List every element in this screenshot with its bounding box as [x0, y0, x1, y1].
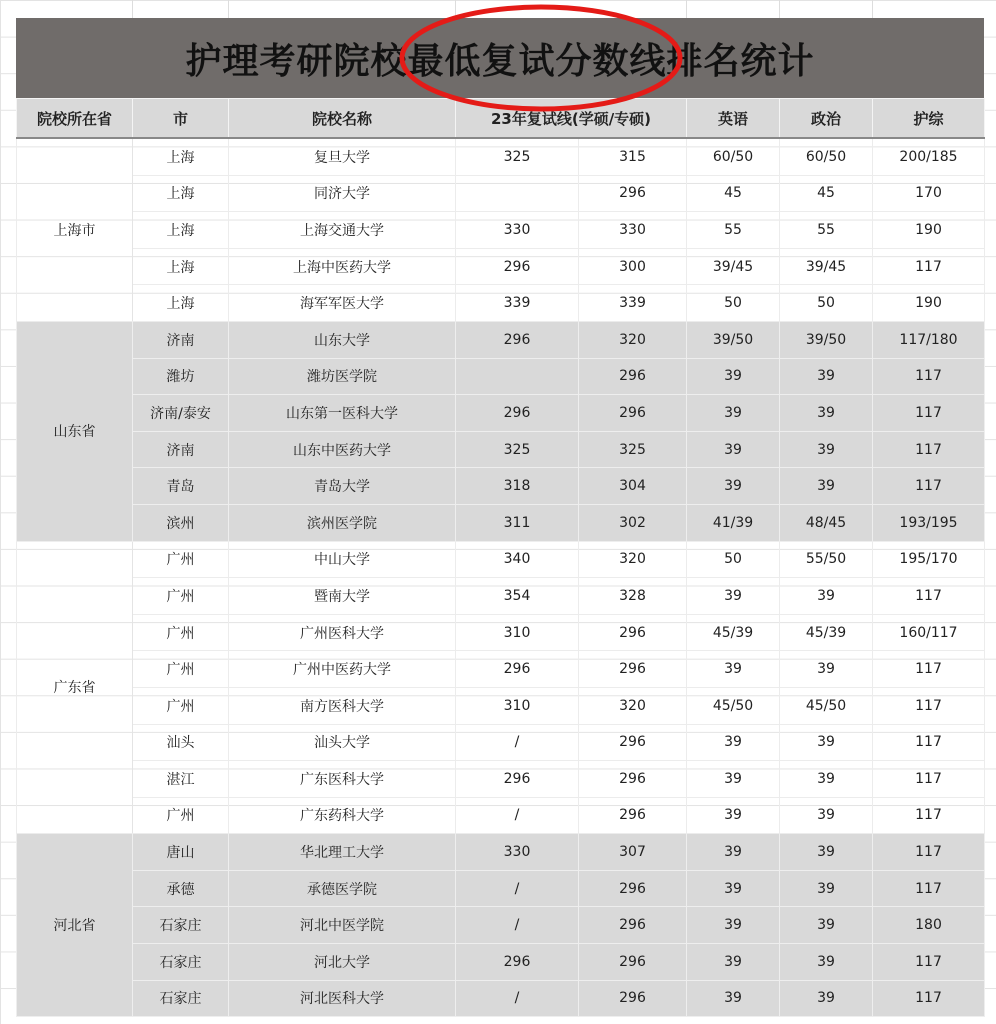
english-cell[interactable]: 60/50	[687, 138, 780, 175]
score-table	[16, 98, 985, 1017]
table-row	[17, 285, 985, 322]
table-row	[17, 761, 985, 798]
province-cell[interactable]: 上海市	[17, 138, 133, 321]
nursing-cell[interactable]: 117	[873, 248, 985, 285]
table-row	[17, 870, 985, 907]
politics-cell[interactable]: 45/39	[780, 614, 873, 651]
score-academic-cell[interactable]: /	[456, 724, 579, 761]
score-professional-cell[interactable]: 296	[579, 944, 687, 981]
politics-cell[interactable]: 39	[780, 724, 873, 761]
gridline	[228, 0, 229, 18]
politics-cell[interactable]: 50	[780, 285, 873, 322]
table-row	[17, 980, 985, 1017]
sheet-title[interactable]: 护理考研院校最低复试分数线排名统计	[16, 18, 984, 98]
table-row	[17, 541, 985, 578]
school-cell[interactable]: 海军军医大学	[229, 285, 456, 322]
school-cell[interactable]: 复旦大学	[229, 138, 456, 175]
school-cell[interactable]: 暨南大学	[229, 578, 456, 615]
score-professional-cell[interactable]: 320	[579, 541, 687, 578]
score-academic-cell[interactable]: /	[456, 797, 579, 834]
header-nursing[interactable]: 护综	[873, 99, 985, 139]
table-row	[17, 614, 985, 651]
gridline	[872, 0, 873, 18]
school-cell[interactable]: 山东大学	[229, 321, 456, 358]
english-cell[interactable]: 39	[687, 944, 780, 981]
city-cell[interactable]: 广州	[133, 541, 229, 578]
city-cell[interactable]: 济南	[133, 321, 229, 358]
score-academic-cell[interactable]: 330	[456, 834, 579, 871]
city-cell[interactable]: 石家庄	[133, 944, 229, 981]
province-cell[interactable]: 山东省	[17, 321, 133, 541]
city-cell[interactable]: 广州	[133, 614, 229, 651]
english-cell[interactable]: 45/39	[687, 614, 780, 651]
score-professional-cell[interactable]: 296	[579, 870, 687, 907]
english-cell[interactable]: 50	[687, 285, 780, 322]
table-row	[17, 834, 985, 871]
score-academic-cell[interactable]: 339	[456, 285, 579, 322]
english-cell[interactable]: 39/50	[687, 321, 780, 358]
nursing-cell[interactable]: 117	[873, 724, 985, 761]
politics-cell[interactable]: 39	[780, 944, 873, 981]
score-professional-cell[interactable]: 296	[579, 358, 687, 395]
score-academic-cell[interactable]: 340	[456, 541, 579, 578]
politics-cell[interactable]: 39	[780, 907, 873, 944]
score-academic-cell[interactable]: 296	[456, 761, 579, 798]
school-cell[interactable]: 河北中医学院	[229, 907, 456, 944]
city-cell[interactable]: 汕头	[133, 724, 229, 761]
table-row	[17, 468, 985, 505]
city-cell[interactable]: 广州	[133, 797, 229, 834]
score-professional-cell[interactable]: 300	[579, 248, 687, 285]
school-cell[interactable]: 河北医科大学	[229, 980, 456, 1017]
politics-cell[interactable]: 39/50	[780, 321, 873, 358]
table-row	[17, 358, 985, 395]
nursing-cell[interactable]: 117	[873, 431, 985, 468]
city-cell[interactable]: 济南/泰安	[133, 395, 229, 432]
table-row	[17, 212, 985, 249]
city-cell[interactable]: 广州	[133, 578, 229, 615]
english-cell[interactable]: 39/45	[687, 248, 780, 285]
nursing-cell[interactable]: 117	[873, 761, 985, 798]
province-cell[interactable]: 河北省	[17, 834, 133, 1017]
nursing-cell[interactable]: 117	[873, 578, 985, 615]
score-professional-cell[interactable]: 296	[579, 724, 687, 761]
english-cell[interactable]: 39	[687, 358, 780, 395]
school-cell[interactable]: 青岛大学	[229, 468, 456, 505]
nursing-cell[interactable]: 117	[873, 358, 985, 395]
school-cell[interactable]: 潍坊医学院	[229, 358, 456, 395]
table-row	[17, 175, 985, 212]
school-cell[interactable]: 中山大学	[229, 541, 456, 578]
english-cell[interactable]: 55	[687, 212, 780, 249]
score-professional-cell[interactable]: 296	[579, 614, 687, 651]
english-cell[interactable]: 45	[687, 175, 780, 212]
school-cell[interactable]: 河北大学	[229, 944, 456, 981]
city-cell[interactable]: 上海	[133, 248, 229, 285]
header-row	[17, 99, 985, 139]
city-cell[interactable]: 广州	[133, 687, 229, 724]
city-cell[interactable]: 上海	[133, 138, 229, 175]
school-cell[interactable]: 广州中医药大学	[229, 651, 456, 688]
header-school[interactable]: 院校名称	[229, 99, 456, 139]
nursing-cell[interactable]: 117	[873, 980, 985, 1017]
nursing-cell[interactable]: 117	[873, 834, 985, 871]
school-cell[interactable]: 广东药科大学	[229, 797, 456, 834]
nursing-cell[interactable]: 117	[873, 870, 985, 907]
score-professional-cell[interactable]: 302	[579, 504, 687, 541]
score-professional-cell[interactable]: 315	[579, 138, 687, 175]
politics-cell[interactable]: 39	[780, 870, 873, 907]
nursing-cell[interactable]: 117	[873, 651, 985, 688]
score-professional-cell[interactable]: 328	[579, 578, 687, 615]
gridline	[686, 0, 687, 18]
nursing-cell[interactable]: 200/185	[873, 138, 985, 175]
nursing-cell[interactable]: 117	[873, 944, 985, 981]
score-professional-cell[interactable]: 296	[579, 651, 687, 688]
table-row	[17, 907, 985, 944]
school-cell[interactable]: 广州医科大学	[229, 614, 456, 651]
city-cell[interactable]: 唐山	[133, 834, 229, 871]
nursing-cell[interactable]: 117	[873, 468, 985, 505]
city-cell[interactable]: 广州	[133, 651, 229, 688]
politics-cell[interactable]: 48/45	[780, 504, 873, 541]
score-academic-cell[interactable]: /	[456, 870, 579, 907]
nursing-cell[interactable]: 190	[873, 285, 985, 322]
politics-cell[interactable]: 39	[780, 395, 873, 432]
politics-cell[interactable]: 39	[780, 431, 873, 468]
nursing-cell[interactable]: 117	[873, 395, 985, 432]
city-cell[interactable]: 潍坊	[133, 358, 229, 395]
table-row	[17, 944, 985, 981]
table-row	[17, 797, 985, 834]
score-academic-cell[interactable]: /	[456, 907, 579, 944]
score-professional-cell[interactable]: 296	[579, 175, 687, 212]
table-row	[17, 431, 985, 468]
english-cell[interactable]: 39	[687, 395, 780, 432]
nursing-cell[interactable]: 195/170	[873, 541, 985, 578]
politics-cell[interactable]: 60/50	[780, 138, 873, 175]
english-cell[interactable]: 50	[687, 541, 780, 578]
nursing-cell[interactable]: 190	[873, 212, 985, 249]
city-cell[interactable]: 石家庄	[133, 907, 229, 944]
politics-cell[interactable]: 39	[780, 578, 873, 615]
gridline	[779, 0, 780, 18]
table-row	[17, 578, 985, 615]
politics-cell[interactable]: 45/50	[780, 687, 873, 724]
city-cell[interactable]: 上海	[133, 212, 229, 249]
english-cell[interactable]: 39	[687, 468, 780, 505]
english-cell[interactable]: 39	[687, 578, 780, 615]
nursing-cell[interactable]: 170	[873, 175, 985, 212]
score-professional-cell[interactable]: 296	[579, 395, 687, 432]
score-academic-cell[interactable]: 310	[456, 614, 579, 651]
score-academic-cell[interactable]: 296	[456, 395, 579, 432]
score-academic-cell[interactable]	[456, 175, 579, 212]
english-cell[interactable]: 39	[687, 907, 780, 944]
table-row	[17, 248, 985, 285]
score-professional-cell[interactable]: 296	[579, 907, 687, 944]
politics-cell[interactable]: 39/45	[780, 248, 873, 285]
table-row	[17, 687, 985, 724]
nursing-cell[interactable]: 117	[873, 687, 985, 724]
politics-cell[interactable]: 55/50	[780, 541, 873, 578]
score-academic-cell[interactable]: 354	[456, 578, 579, 615]
politics-cell[interactable]: 39	[780, 980, 873, 1017]
school-cell[interactable]: 上海交通大学	[229, 212, 456, 249]
table-row	[17, 138, 985, 175]
politics-cell[interactable]: 39	[780, 797, 873, 834]
table-row	[17, 321, 985, 358]
english-cell[interactable]: 39	[687, 980, 780, 1017]
politics-cell[interactable]: 39	[780, 761, 873, 798]
score-professional-cell[interactable]: 296	[579, 761, 687, 798]
city-cell[interactable]: 青岛	[133, 468, 229, 505]
politics-cell[interactable]: 45	[780, 175, 873, 212]
score-professional-cell[interactable]: 296	[579, 980, 687, 1017]
gridline	[132, 0, 133, 18]
score-academic-cell[interactable]	[456, 358, 579, 395]
score-academic-cell[interactable]: 330	[456, 212, 579, 249]
politics-cell[interactable]: 39	[780, 358, 873, 395]
politics-cell[interactable]: 39	[780, 834, 873, 871]
city-cell[interactable]: 滨州	[133, 504, 229, 541]
score-professional-cell[interactable]: 330	[579, 212, 687, 249]
score-academic-cell[interactable]: 296	[456, 944, 579, 981]
score-academic-cell[interactable]: 325	[456, 138, 579, 175]
score-professional-cell[interactable]: 304	[579, 468, 687, 505]
nursing-cell[interactable]: 160/117	[873, 614, 985, 651]
school-cell[interactable]: 南方医科大学	[229, 687, 456, 724]
nursing-cell[interactable]: 117	[873, 797, 985, 834]
table-row	[17, 724, 985, 761]
score-academic-cell[interactable]: 310	[456, 687, 579, 724]
politics-cell[interactable]: 55	[780, 212, 873, 249]
english-cell[interactable]: 39	[687, 431, 780, 468]
english-cell[interactable]: 39	[687, 797, 780, 834]
table-row	[17, 395, 985, 432]
school-cell[interactable]: 山东第一医科大学	[229, 395, 456, 432]
nursing-cell[interactable]: 117/180	[873, 321, 985, 358]
score-professional-cell[interactable]: 339	[579, 285, 687, 322]
school-cell[interactable]: 承德医学院	[229, 870, 456, 907]
gridline	[455, 0, 456, 18]
city-cell[interactable]: 上海	[133, 175, 229, 212]
english-cell[interactable]: 39	[687, 870, 780, 907]
header-province[interactable]: 院校所在省	[17, 99, 133, 139]
city-cell[interactable]: 承德	[133, 870, 229, 907]
school-cell[interactable]: 滨州医学院	[229, 504, 456, 541]
nursing-cell[interactable]: 193/195	[873, 504, 985, 541]
header-score[interactable]: 23年复试线(学硕/专硕)	[456, 99, 687, 139]
header-english[interactable]: 英语	[687, 99, 780, 139]
score-academic-cell[interactable]: 318	[456, 468, 579, 505]
score-academic-cell[interactable]: 296	[456, 248, 579, 285]
city-cell[interactable]: 济南	[133, 431, 229, 468]
english-cell[interactable]: 39	[687, 724, 780, 761]
score-professional-cell[interactable]: 320	[579, 687, 687, 724]
city-cell[interactable]: 湛江	[133, 761, 229, 798]
table-row	[17, 651, 985, 688]
province-cell[interactable]: 广东省	[17, 541, 133, 834]
score-professional-cell[interactable]: 320	[579, 321, 687, 358]
score-academic-cell[interactable]: 325	[456, 431, 579, 468]
score-academic-cell[interactable]: 311	[456, 504, 579, 541]
header-politics[interactable]: 政治	[780, 99, 873, 139]
score-academic-cell[interactable]: 296	[456, 321, 579, 358]
score-professional-cell[interactable]: 325	[579, 431, 687, 468]
english-cell[interactable]: 39	[687, 834, 780, 871]
english-cell[interactable]: 39	[687, 761, 780, 798]
school-cell[interactable]: 汕头大学	[229, 724, 456, 761]
school-cell[interactable]: 山东中医药大学	[229, 431, 456, 468]
politics-cell[interactable]: 39	[780, 651, 873, 688]
school-cell[interactable]: 同济大学	[229, 175, 456, 212]
score-academic-cell[interactable]: /	[456, 980, 579, 1017]
school-cell[interactable]: 华北理工大学	[229, 834, 456, 871]
nursing-cell[interactable]: 180	[873, 907, 985, 944]
english-cell[interactable]: 39	[687, 651, 780, 688]
table-row	[17, 504, 985, 541]
school-cell[interactable]: 广东医科大学	[229, 761, 456, 798]
score-professional-cell[interactable]: 296	[579, 797, 687, 834]
city-cell[interactable]: 上海	[133, 285, 229, 322]
header-city[interactable]: 市	[133, 99, 229, 139]
english-cell[interactable]: 45/50	[687, 687, 780, 724]
spreadsheet	[16, 18, 984, 1017]
politics-cell[interactable]: 39	[780, 468, 873, 505]
school-cell[interactable]: 上海中医药大学	[229, 248, 456, 285]
english-cell[interactable]: 41/39	[687, 504, 780, 541]
city-cell[interactable]: 石家庄	[133, 980, 229, 1017]
score-academic-cell[interactable]: 296	[456, 651, 579, 688]
score-professional-cell[interactable]: 307	[579, 834, 687, 871]
